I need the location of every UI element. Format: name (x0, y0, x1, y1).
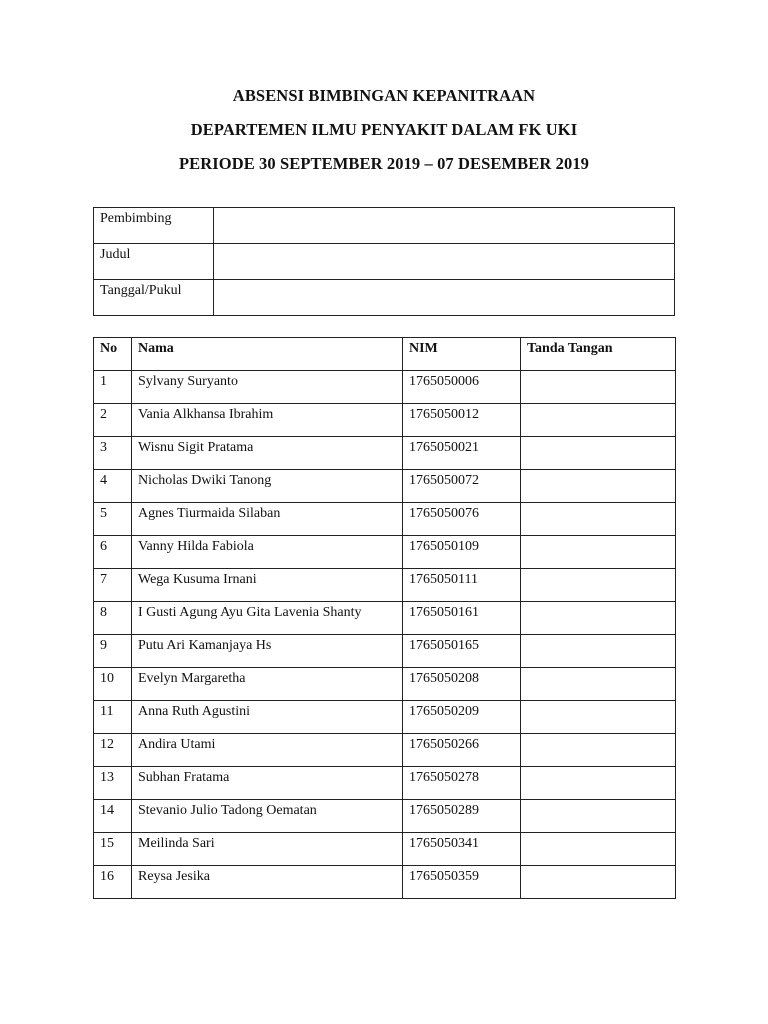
signature-cell[interactable] (521, 635, 676, 668)
signature-cell[interactable] (521, 701, 676, 734)
signature-cell[interactable] (521, 569, 676, 602)
department-name: DEPARTEMEN ILMU PENYAKIT DALAM FK UKI (190, 120, 578, 139)
student-nim: 1765050209 (403, 701, 521, 734)
signature-cell[interactable] (521, 800, 676, 833)
row-number: 13 (94, 767, 132, 800)
student-name: Subhan Fratama (132, 767, 403, 800)
student-name: Meilinda Sari (132, 833, 403, 866)
student-nim: 1765050341 (403, 833, 521, 866)
student-name: Reysa Jesika (132, 866, 403, 899)
signature-cell[interactable] (521, 404, 676, 437)
student-name: Evelyn Margaretha (132, 668, 403, 701)
row-number: 15 (94, 833, 132, 866)
signature-cell[interactable] (521, 602, 676, 635)
attendance-table-body (94, 371, 676, 899)
student-nim: 1765050076 (403, 503, 521, 536)
table-row (94, 437, 676, 470)
signature-cell[interactable] (521, 371, 676, 404)
column-header-no: No (94, 338, 132, 371)
student-nim: 1765050289 (403, 800, 521, 833)
student-nim: 1765050021 (403, 437, 521, 470)
signature-cell[interactable] (521, 503, 676, 536)
table-row (94, 734, 676, 767)
info-label: Tanggal/Pukul (94, 280, 214, 316)
signature-cell[interactable] (521, 866, 676, 899)
signature-cell[interactable] (521, 437, 676, 470)
column-header-tanda-tangan: Tanda Tangan (521, 338, 676, 371)
row-number: 3 (94, 437, 132, 470)
student-name: Sylvany Suryanto (132, 371, 403, 404)
attendance-table (93, 337, 676, 899)
signature-cell[interactable] (521, 536, 676, 569)
document-title: ABSENSI BIMBINGAN KEPANITRAAN (232, 86, 536, 105)
table-row (94, 503, 676, 536)
student-nim: 1765050072 (403, 470, 521, 503)
attendance-header-row (94, 338, 676, 371)
student-name: Vanny Hilda Fabiola (132, 536, 403, 569)
info-row (94, 244, 675, 280)
student-name: Nicholas Dwiki Tanong (132, 470, 403, 503)
table-row (94, 602, 676, 635)
period-text: PERIODE 30 SEPTEMBER 2019 – 07 DESEMBER 2019 (178, 154, 590, 173)
table-row (94, 470, 676, 503)
student-name: Anna Ruth Agustini (132, 701, 403, 734)
table-row (94, 635, 676, 668)
column-header-nama: Nama (132, 338, 403, 371)
info-label: Pembimbing (94, 208, 214, 244)
info-table (93, 207, 675, 316)
row-number: 5 (94, 503, 132, 536)
student-name: Vania Alkhansa Ibrahim (132, 404, 403, 437)
signature-cell[interactable] (521, 767, 676, 800)
row-number: 16 (94, 866, 132, 899)
student-name: Andira Utami (132, 734, 403, 767)
student-nim: 1765050165 (403, 635, 521, 668)
row-number: 7 (94, 569, 132, 602)
row-number: 4 (94, 470, 132, 503)
student-nim: 1765050109 (403, 536, 521, 569)
student-nim: 1765050208 (403, 668, 521, 701)
row-number: 8 (94, 602, 132, 635)
table-row (94, 404, 676, 437)
table-row (94, 536, 676, 569)
student-nim: 1765050006 (403, 371, 521, 404)
row-number: 14 (94, 800, 132, 833)
table-row (94, 866, 676, 899)
table-row (94, 668, 676, 701)
student-name: Wisnu Sigit Pratama (132, 437, 403, 470)
info-value-field[interactable] (214, 244, 675, 280)
info-label: Judul (94, 244, 214, 280)
student-name: Putu Ari Kamanjaya Hs (132, 635, 403, 668)
table-row (94, 701, 676, 734)
table-row (94, 371, 676, 404)
student-nim: 1765050278 (403, 767, 521, 800)
signature-cell[interactable] (521, 734, 676, 767)
info-value-field[interactable] (214, 208, 675, 244)
student-name: Wega Kusuma Irnani (132, 569, 403, 602)
student-nim: 1765050359 (403, 866, 521, 899)
row-number: 10 (94, 668, 132, 701)
row-number: 12 (94, 734, 132, 767)
student-nim: 1765050012 (403, 404, 521, 437)
table-row (94, 800, 676, 833)
table-row (94, 833, 676, 866)
info-value-field[interactable] (214, 280, 675, 316)
signature-cell[interactable] (521, 470, 676, 503)
student-nim: 1765050161 (403, 602, 521, 635)
row-number: 11 (94, 701, 132, 734)
info-table-body (94, 208, 675, 316)
student-name: I Gusti Agung Ayu Gita Lavenia Shanty (132, 602, 403, 635)
document-header (0, 86, 768, 188)
table-row (94, 569, 676, 602)
table-row (94, 767, 676, 800)
student-name: Stevanio Julio Tadong Oematan (132, 800, 403, 833)
info-row (94, 208, 675, 244)
row-number: 9 (94, 635, 132, 668)
signature-cell[interactable] (521, 668, 676, 701)
row-number: 1 (94, 371, 132, 404)
column-header-nim: NIM (403, 338, 521, 371)
info-row (94, 280, 675, 316)
student-nim: 1765050111 (403, 569, 521, 602)
student-nim: 1765050266 (403, 734, 521, 767)
row-number: 6 (94, 536, 132, 569)
student-name: Agnes Tiurmaida Silaban (132, 503, 403, 536)
signature-cell[interactable] (521, 833, 676, 866)
row-number: 2 (94, 404, 132, 437)
